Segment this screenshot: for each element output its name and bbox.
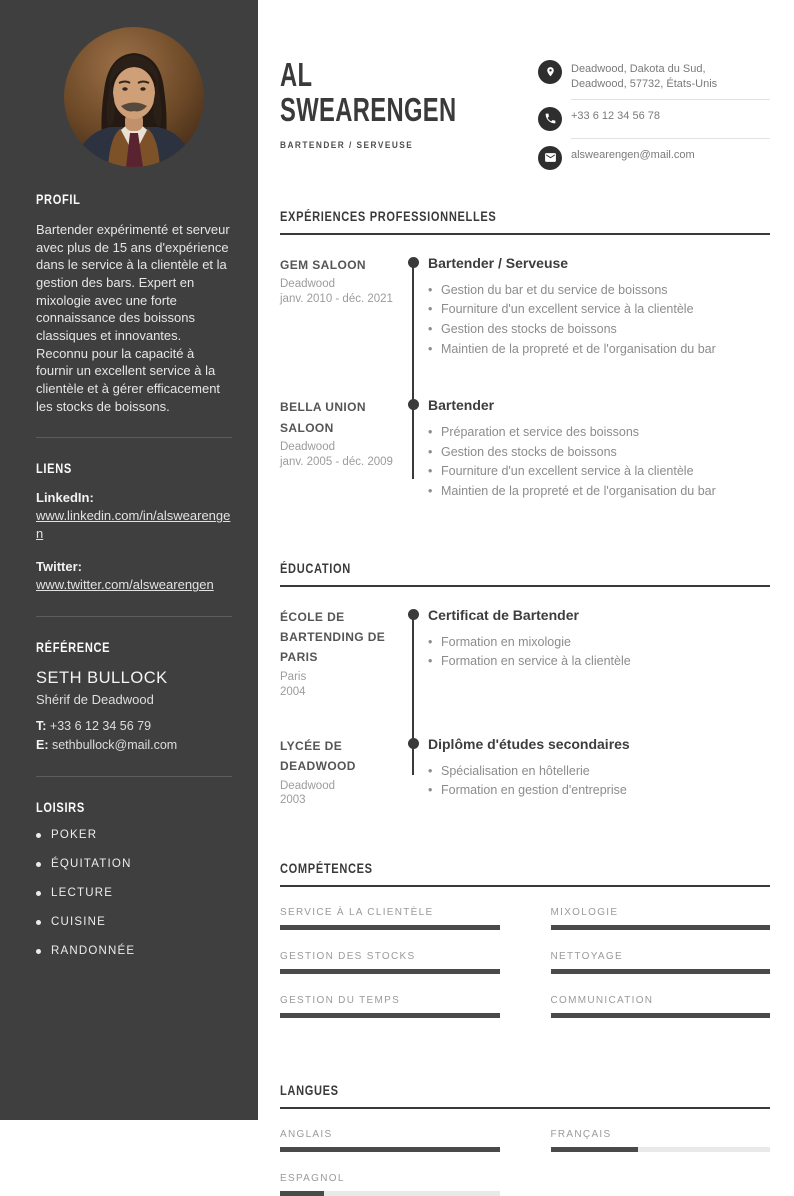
skill-item xyxy=(551,995,771,1018)
contact-location-text xyxy=(571,60,717,92)
job-bullet: • Gestion des stocks de boissons xyxy=(428,322,770,338)
education-entry-body xyxy=(413,607,770,700)
job-bullet: • Gestion des stocks de boissons xyxy=(428,445,770,461)
language-bar-fill xyxy=(280,1191,324,1196)
education-entry xyxy=(280,607,770,700)
contact-separator xyxy=(571,99,770,100)
job-title: Bartender xyxy=(428,397,495,414)
education-year: 2003 xyxy=(280,794,306,807)
language-label: ANGLAIS xyxy=(280,1129,333,1141)
sidebar xyxy=(0,0,258,1120)
company-location: Deadwood xyxy=(280,278,335,291)
skill-bar-fill xyxy=(551,969,771,974)
contact-phone-row xyxy=(538,107,770,131)
timeline-dot xyxy=(408,399,419,410)
avatar xyxy=(64,27,204,167)
portrait-photo xyxy=(64,27,204,167)
sidebar-divider xyxy=(36,776,232,777)
skill-bar-fill xyxy=(551,925,771,930)
phone-icon xyxy=(538,107,562,131)
skills-heading xyxy=(280,860,770,887)
envelope-icon xyxy=(538,146,562,170)
experience-entry-body xyxy=(413,255,770,362)
reference-phone-label: T: xyxy=(36,719,47,734)
languages-grid xyxy=(280,1109,770,1196)
reference-title: Shérif de Deadwood xyxy=(36,692,154,708)
job-bullet: • Fourniture d'un excellent service à la clientèle xyxy=(428,464,770,480)
contact-location-row xyxy=(538,60,770,92)
job-bullet: • Gestion du bar et du service de boissons xyxy=(428,283,770,299)
skill-bar-track xyxy=(551,925,771,930)
skill-item xyxy=(280,995,500,1018)
languages-heading xyxy=(280,1082,770,1109)
skill-bar-track xyxy=(280,925,500,930)
sidebar-divider xyxy=(36,616,232,617)
degree-bullet: • Spécialisation en hôtellerie xyxy=(428,764,770,780)
languages-heading-text: LANGUES xyxy=(280,1083,339,1099)
twitter-label: Twitter: xyxy=(36,559,82,575)
hobby-item: CUISINE xyxy=(36,916,232,928)
sidebar-divider xyxy=(36,437,232,438)
degree-bullets xyxy=(428,764,770,799)
name-block xyxy=(280,58,538,150)
reference-email-label: E: xyxy=(36,737,49,752)
company-location: Deadwood xyxy=(280,440,335,453)
profile-section xyxy=(36,191,232,415)
job-bullets xyxy=(428,425,770,500)
skill-label: COMMUNICATION xyxy=(550,995,654,1007)
experience-heading xyxy=(280,208,770,235)
company-name: GEM SALOON xyxy=(280,257,367,272)
language-label: ESPAGNOL xyxy=(280,1173,345,1185)
company-name: BELLA UNION SALOON xyxy=(280,400,366,435)
education-entry-info xyxy=(280,607,413,700)
language-bar-track xyxy=(280,1191,500,1196)
skills-grid xyxy=(280,887,770,1018)
skill-bar-track xyxy=(551,1013,771,1018)
candidate-name-line2: SWEARENGEN xyxy=(280,90,457,128)
candidate-name-line1: AL xyxy=(280,56,313,93)
linkedin-link[interactable]: www.linkedin.com/in/alswearengen xyxy=(36,508,231,542)
languages-section xyxy=(280,1082,770,1196)
profile-text: Bartender expérimenté et serveur avec plus de 15 ans d'expérience dans le service à la clientèle et la gestion des bars. Expert en mixologie avec une forte connaissance des boissons classiques et innovantes. Reconnu pour la capacité à fournir un excellent service à la clientèle et à gérer efficacement les stocks de boissons. xyxy=(36,222,230,414)
language-item xyxy=(280,1173,500,1196)
reference-phone-value: +33 6 12 34 56 79 xyxy=(49,719,152,734)
header xyxy=(280,58,770,170)
language-label: FRANÇAIS xyxy=(550,1129,612,1141)
location-line1: Deadwood, Dakota du Sud, xyxy=(571,63,706,75)
skill-label: MIXOLOGIE xyxy=(550,907,619,919)
location-line2: Deadwood, 57732, États-Unis xyxy=(571,77,718,90)
links-heading: LIENS xyxy=(36,461,72,477)
contact-email-text: alswearengen@mail.com xyxy=(571,148,695,161)
links-section xyxy=(36,460,232,594)
skill-bar-track xyxy=(551,969,771,974)
education-year: 2004 xyxy=(280,685,306,698)
experience-entry xyxy=(280,255,770,362)
linkedin-link-block xyxy=(36,490,232,543)
skill-bar-track xyxy=(280,969,500,974)
experience-heading-text: EXPÉRIENCES PROFESSIONNELLES xyxy=(280,208,497,224)
job-bullet: • Maintien de la propreté et de l'organisation du bar xyxy=(428,484,770,500)
linkedin-label: LinkedIn: xyxy=(36,490,94,506)
degree-bullets xyxy=(428,635,770,670)
school-name: ÉCOLE DE BARTENDING DE PARIS xyxy=(280,609,386,665)
twitter-link-block xyxy=(36,559,232,594)
skills-heading-text: COMPÉTENCES xyxy=(280,861,373,877)
degree-bullet: • Formation en gestion d'entreprise xyxy=(428,783,770,799)
contact-phone-text: +33 6 12 34 56 78 xyxy=(571,109,660,122)
job-title: Bartender / Serveuse xyxy=(428,254,569,271)
hobbies-heading: LOISIRS xyxy=(36,799,85,815)
language-item xyxy=(280,1129,500,1152)
skill-item xyxy=(280,951,500,974)
timeline-dot xyxy=(408,738,419,749)
main-content xyxy=(258,0,794,1185)
reference-email xyxy=(36,736,232,754)
skill-bar-fill xyxy=(551,1013,771,1018)
education-heading xyxy=(280,560,770,587)
experience-section xyxy=(280,208,770,504)
skill-bar-fill xyxy=(280,925,500,930)
school-location: Deadwood xyxy=(280,779,335,792)
reference-heading: RÉFÉRENCE xyxy=(36,640,111,656)
education-timeline xyxy=(280,587,770,809)
job-dates: janv. 2010 - déc. 2021 xyxy=(280,293,393,306)
skill-label: NETTOYAGE xyxy=(550,951,623,963)
location-pin-icon xyxy=(538,60,562,84)
skill-bar-fill xyxy=(280,969,500,974)
language-item xyxy=(551,1129,771,1152)
skill-item xyxy=(280,907,500,930)
school-name: LYCÉE DE DEADWOOD xyxy=(280,738,356,774)
language-bar-fill xyxy=(280,1147,500,1152)
language-bar-track xyxy=(280,1147,500,1152)
experience-entry-body xyxy=(413,397,770,504)
experience-entry-info xyxy=(280,397,413,504)
language-bar-fill xyxy=(551,1147,639,1152)
school-location: Paris xyxy=(280,670,307,683)
profile-heading: PROFIL xyxy=(36,192,81,207)
reference-email-value: sethbullock@mail.com xyxy=(51,737,178,752)
skill-bar-fill xyxy=(280,1013,500,1018)
experience-timeline xyxy=(280,235,770,504)
timeline-dot xyxy=(408,609,419,620)
job-bullet: • Fourniture d'un excellent service à la clientèle xyxy=(428,302,770,318)
education-entry xyxy=(280,736,770,809)
hobby-list xyxy=(36,829,232,957)
experience-entry xyxy=(280,397,770,504)
skill-item xyxy=(551,951,771,974)
hobby-item: RANDONNÉE xyxy=(36,945,232,957)
education-section xyxy=(280,560,770,809)
degree-bullet: • Formation en mixologie xyxy=(428,635,770,651)
skills-section xyxy=(280,860,770,1018)
contact-block xyxy=(538,60,770,170)
twitter-link[interactable]: www.twitter.com/alswearengen xyxy=(36,577,214,593)
contact-separator xyxy=(571,138,770,139)
skill-item xyxy=(551,907,771,930)
candidate-job-title: BARTENDER / SERVEUSE xyxy=(280,139,414,150)
reference-section xyxy=(36,639,232,753)
reference-name: SETH BULLOCK xyxy=(36,669,168,688)
skill-label: SERVICE À LA CLIENTÈLE xyxy=(280,907,434,919)
experience-entry-info xyxy=(280,255,413,362)
skill-bar-track xyxy=(280,1013,500,1018)
contact-email-row xyxy=(538,146,770,170)
job-bullets xyxy=(428,283,770,358)
skill-label: GESTION DES STOCKS xyxy=(280,951,416,963)
skill-label: GESTION DU TEMPS xyxy=(280,995,401,1007)
hobby-item: POKER xyxy=(36,829,232,841)
hobby-item: ÉQUITATION xyxy=(36,858,232,870)
reference-phone xyxy=(36,717,232,735)
job-bullet: • Maintien de la propreté et de l'organisation du bar xyxy=(428,342,770,358)
timeline-dot xyxy=(408,257,419,268)
language-bar-track xyxy=(551,1147,771,1152)
hobbies-section xyxy=(36,799,232,957)
education-heading-text: ÉDUCATION xyxy=(280,560,351,576)
education-entry-body xyxy=(413,736,770,809)
degree-bullet: • Formation en service à la clientèle xyxy=(428,654,770,670)
job-dates: janv. 2005 - déc. 2009 xyxy=(280,455,393,468)
job-bullet: • Préparation et service des boissons xyxy=(428,425,770,441)
education-entry-info xyxy=(280,736,413,809)
degree-title: Certificat de Bartender xyxy=(428,606,579,623)
degree-title: Diplôme d'études secondaires xyxy=(428,735,630,752)
hobby-item: LECTURE xyxy=(36,887,232,899)
